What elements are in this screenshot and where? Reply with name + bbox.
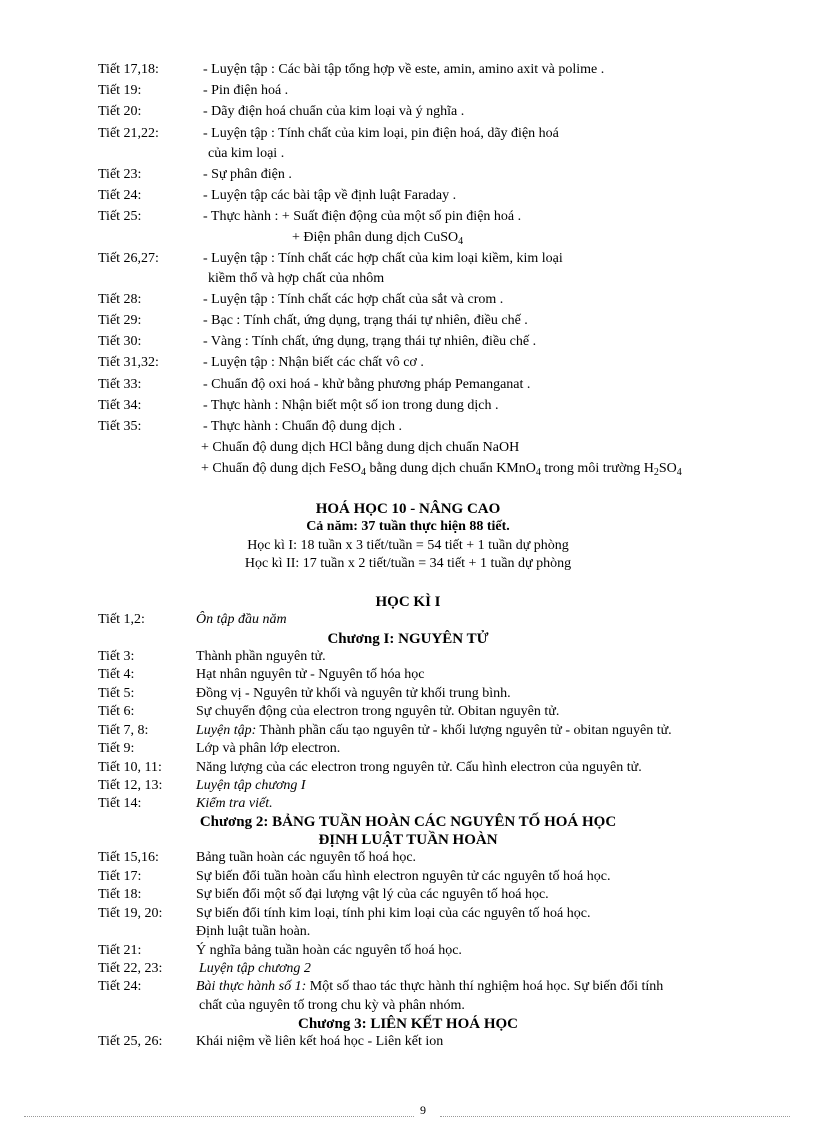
lesson-text-continued: + Chuẩn độ dung dịch FeSO$_4$ bằng dung dịch chuẩn KMnO$_4$ trong môi trường $H_2SO_4$ [201, 461, 682, 478]
lesson-text: Sự chuyển động của electron trong nguyên tử. Obitan nguyên tử. [196, 704, 560, 719]
lesson-text: Luyện tập chương I [196, 778, 306, 793]
lesson-text-continued: kiềm thổ và hợp chất của nhôm [208, 271, 385, 286]
lesson-text: - Bạc : Tính chất, ứng dụng, trạng thái tự nhiên, điều chế . [203, 313, 528, 328]
lesson-label: Tiết 17: [98, 869, 142, 884]
lesson-text-continued: Định luật tuần hoàn. [196, 924, 311, 939]
year-summary: Cả năm: 37 tuần thực hiện 88 tiết. [306, 519, 510, 534]
lesson-text: - Thực hành : Nhận biết một số ion trong dung dịch . [203, 398, 499, 413]
lesson-label: Tiết 26,27: [98, 251, 159, 266]
lesson-text: - Luyện tập : Các bài tập tổng hợp về este, amin, amino axit và polime . [203, 62, 605, 77]
lesson-text: Kiểm tra viết. [196, 796, 273, 811]
lesson-text: Khái niệm về liên kết hoá học - Liên kết ion [196, 1034, 444, 1049]
lesson-label: Tiết 15,16: [98, 850, 159, 865]
lesson-text: - Luyện tập : Tính chất của kim loại, pin điện hoá, dãy điện hoá [203, 126, 559, 141]
lesson-text: - Vàng : Tính chất, ứng dụng, trạng thái tự nhiên, điều chế . [203, 334, 537, 349]
lesson-label: Tiết 3: [98, 649, 135, 664]
lesson-label: Tiết 6: [98, 704, 135, 719]
lesson-text: - Luyện tập các bài tập về định luật Faraday . [203, 188, 457, 203]
lesson-text: - Thực hành : + Suất điện động của một số pin điện hoá . [203, 209, 522, 224]
lesson-label: Tiết 31,32: [98, 355, 159, 370]
lesson-text: Sự biến đổi một số đại lượng vật lý của các nguyên tố hoá học. [196, 887, 549, 902]
lesson-label: Tiết 21,22: [98, 126, 159, 141]
lesson-label: Tiết 19: [98, 83, 142, 98]
lesson-text: - Luyện tập : Nhận biết các chất vô cơ . [203, 355, 424, 370]
lesson-text: - Luyện tập : Tính chất các hợp chất của sắt và crom . [203, 292, 504, 307]
lesson-label: Tiết 25, 26: [98, 1034, 163, 1049]
footer-divider [440, 1116, 790, 1117]
lesson-label: Tiết 24: [98, 979, 142, 994]
footer-divider [24, 1116, 414, 1117]
chapter-heading: Chương I: NGUYÊN TỬ [327, 631, 489, 647]
lesson-label: Tiết 22, 23: [98, 961, 163, 976]
lesson-label: Tiết 9: [98, 741, 135, 756]
lesson-text: Lớp và phân lớp electron. [196, 741, 341, 756]
semester-heading: HỌC KÌ I [375, 594, 441, 610]
lesson-text: Ý nghĩa bảng tuần hoàn các nguyên tố hoá học. [196, 943, 462, 958]
semester-2-summary: Học kì II: 17 tuần x 2 tiết/tuần = 34 tiết + 1 tuần dự phòng [244, 556, 572, 571]
lesson-text: Đồng vị - Nguyên tử khối và nguyên tử khối trung bình. [196, 686, 511, 701]
lesson-text: Luyện tập: Thành phần cấu tạo nguyên tử - khối lượng nguyên tử - obitan nguyên tử. [196, 723, 672, 738]
lesson-label: Tiết 7, 8: [98, 723, 149, 738]
lesson-label: Tiết 10, 11: [98, 760, 162, 775]
lesson-label: Tiết 33: [98, 377, 142, 392]
lesson-text: - Thực hành : Chuẩn độ dung dịch . [203, 419, 403, 434]
lesson-label: Tiết 5: [98, 686, 135, 701]
lesson-text: Thành phần nguyên tử. [196, 649, 326, 664]
lesson-text: - Sự phân điện . [203, 167, 292, 182]
chapter-heading: Chương 2: BẢNG TUẦN HOÀN CÁC NGUYÊN TỐ HOÁ HỌC [199, 814, 617, 830]
lesson-label: Tiết 21: [98, 943, 142, 958]
lesson-label: Tiết 14: [98, 796, 142, 811]
lesson-label: Tiết 12, 13: [98, 778, 163, 793]
lesson-label: Tiết 1,2: [98, 612, 145, 627]
semester-1-summary: Học kì I: 18 tuần x 3 tiết/tuần = 54 tiết + 1 tuần dự phòng [247, 538, 569, 553]
chapter-heading: ĐỊNH LUẬT TUẦN HOÀN [318, 832, 498, 848]
chapter-heading: Chương 3: LIÊN KẾT HOÁ HỌC [298, 1016, 518, 1032]
section-title: HOÁ HỌC 10 - NÂNG CAO [315, 501, 501, 517]
lesson-label: Tiết 19, 20: [98, 906, 163, 921]
lesson-label: Tiết 17,18: [98, 62, 159, 77]
lesson-text: Sự biến đổi tính kim loại, tính phi kim loại của các nguyên tố hoá học. [196, 906, 591, 921]
lesson-text-continued: của kim loại . [208, 146, 285, 161]
lesson-text: Hạt nhân nguyên tử - Nguyên tố hóa học [196, 667, 425, 682]
lesson-text: Luyện tập chương 2 [199, 961, 311, 976]
lesson-text: Bài thực hành số 1: Một số thao tác thực hành thí nghiệm hoá học. Sự biến đổi tính [196, 979, 664, 994]
lesson-text-continued: + Chuẩn độ dung dịch HCl bằng dung dịch chuẩn NaOH [201, 440, 520, 455]
lesson-label: Tiết 28: [98, 292, 142, 307]
lesson-label: Tiết 35: [98, 419, 142, 434]
lesson-text: Sự biến đổi tuần hoàn cấu hình electron nguyên tử các nguyên tố hoá học. [196, 869, 611, 884]
lesson-text-continued: chất của nguyên tố trong chu kỳ và phân nhóm. [199, 998, 465, 1013]
lesson-text: Ôn tập đầu năm [196, 612, 287, 627]
lesson-text: - Luyện tập : Tính chất các hợp chất của kim loại kiềm, kim loại [203, 251, 563, 266]
lesson-label: Tiết 24: [98, 188, 142, 203]
lesson-label: Tiết 25: [98, 209, 142, 224]
lesson-label: Tiết 23: [98, 167, 142, 182]
page-number: 9 [420, 1103, 426, 1117]
lesson-text: - Chuẩn độ oxi hoá - khử bằng phương pháp Pemanganat . [203, 377, 531, 392]
lesson-label: Tiết 18: [98, 887, 142, 902]
lesson-text-continued: + Điện phân dung dịch CuSO$_4$ [292, 230, 464, 247]
lesson-text: - Dãy điện hoá chuẩn của kim loại và ý nghĩa . [203, 104, 465, 119]
lesson-label: Tiết 34: [98, 398, 142, 413]
lesson-label: Tiết 20: [98, 104, 142, 119]
lesson-label: Tiết 30: [98, 334, 142, 349]
lesson-label: Tiết 4: [98, 667, 135, 682]
lesson-text: - Pin điện hoá . [203, 83, 289, 98]
lesson-label: Tiết 29: [98, 313, 142, 328]
lesson-text: Bảng tuần hoàn các nguyên tố hoá học. [196, 850, 417, 865]
lesson-text: Năng lượng của các electron trong nguyên tử. Cấu hình electron của nguyên tử. [196, 760, 642, 775]
